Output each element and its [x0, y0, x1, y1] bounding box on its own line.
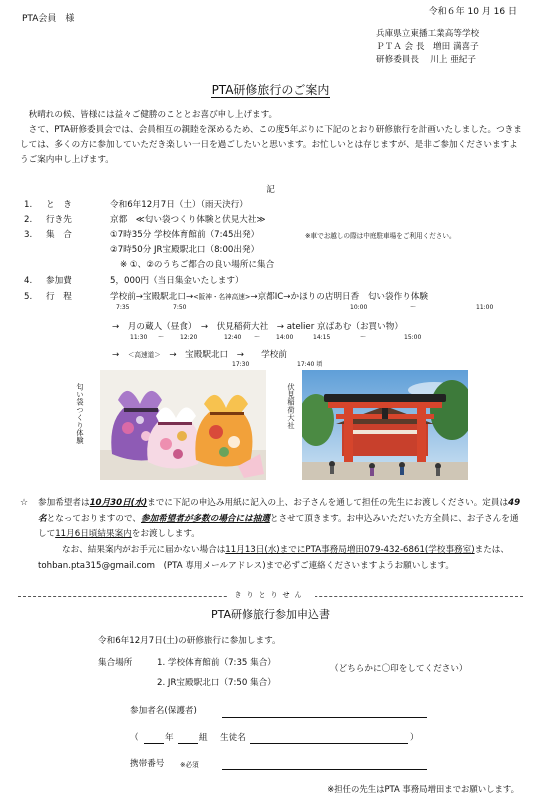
item-5-number: 5. [24, 292, 33, 302]
schedule-row-1-start: 学校前→宝殿駅北口→ [110, 292, 194, 302]
apply-paragraph-2 [38, 543, 525, 574]
grade-label: 年 [165, 733, 174, 743]
time-0750: 7:50 [173, 304, 187, 311]
time-1240: 12:40 [224, 334, 242, 341]
meet-option-2: ②7時50分 JR宝殿駅北口（8:00出発） [110, 245, 260, 255]
ki-heading: 記 [266, 185, 275, 195]
fushimi-inari-photo [302, 370, 468, 480]
item-2-key: 行き先 [46, 215, 72, 225]
form-footer-note: ※担任の先生はPTA 事務局増田までお願いします。 [327, 784, 519, 794]
time-tilde-2: ～ [158, 334, 165, 341]
place-option-1[interactable]: 1. 学校体育館前（7:35 集合） [157, 658, 276, 668]
cut-line [18, 591, 523, 601]
grade-field[interactable] [144, 743, 164, 744]
item-4-key: 参加費 [46, 276, 72, 286]
phone-label: 携帯番号 [130, 759, 165, 769]
time-1730: 17:30 [232, 361, 250, 368]
schedule-row-1-expressway: <阪神・名神高速> [193, 293, 251, 301]
apply-text-4: とさせて頂きます。お申込みいただいた方全員に、お子さんを通して [38, 513, 519, 539]
sachet-photo [100, 370, 266, 480]
student-name-label: 生徒名 [220, 733, 246, 743]
apply-text-2: までに下記の申込み用紙に記入の上、お子さんを通して担任の先生にお渡しください。定員は [147, 498, 509, 508]
student-name-field[interactable] [250, 743, 408, 744]
item-1-value: 令和6年12月7日（土）（雨天決行） [110, 200, 248, 210]
schedule-row-1-rest: →京都IC→かほりの店明日香 匂い袋作り体験 [250, 292, 428, 302]
item-3-key: 集 合 [46, 230, 72, 240]
time-0735: 7:35 [116, 304, 130, 311]
form-intro: 令和6年12月7日(土)の研修旅行に参加します。 [98, 636, 281, 646]
apply-result-date: 11月6日頃結果案内 [55, 529, 132, 539]
item-4-number: 4. [24, 276, 33, 286]
sender-committee: 研修委員長 川上 亜紀子 [376, 55, 476, 65]
time-1415: 14:15 [313, 334, 331, 341]
place-label: 集合場所 [98, 658, 133, 668]
form-title: PTA研修旅行参加申込書 [210, 608, 331, 621]
torii-gate-illustration [302, 370, 468, 480]
meet-note: ※ ①、②のうちご都合の良い場所に集合 [120, 260, 275, 270]
class-field[interactable] [178, 743, 198, 744]
time-tilde-4: ～ [360, 334, 367, 341]
class-label: 組 [199, 733, 208, 743]
phone-field[interactable] [222, 769, 427, 770]
time-1220: 12:20 [180, 334, 198, 341]
intro-paragraph-1: 秋晴れの候、皆様には益々ご健勝のこととお喜び申し上げます。 [20, 110, 278, 120]
time-1130: 11:30 [130, 334, 148, 341]
right-photo-caption: 伏見稲荷大社 [287, 383, 296, 430]
sender-org: 兵庫県立東播工業高等学校 [376, 29, 480, 39]
time-tilde-1: ～ [410, 304, 417, 311]
intro-paragraph-2: さて、PTA研修委員会では、会員相互の親睦を深めるため、この度5年ぶりに下記のとおり研修旅行を計画いたしました。つきましては、多くの方に参加していただき楽しい一日を過ごしたいと思います。お忙しいとは存じますが、是非ご参加くださいますようご案内申し上げます。 [20, 125, 522, 165]
phone-required-note: ※必須 [180, 761, 199, 769]
item-4-value: 5，000円（当日集金いたします） [110, 276, 244, 286]
apply-text-1: 参加希望者は [38, 498, 90, 508]
apply-star-mark: ☆ [20, 498, 29, 508]
place-option-2[interactable]: 2. JR宝殿駅北口（7:50 集合） [157, 678, 276, 688]
item-5-key: 行 程 [46, 292, 72, 302]
time-tilde-3: ～ [254, 334, 261, 341]
sender-block [376, 28, 479, 67]
place-instruction: （どちらかに〇印をしてください） [330, 664, 468, 674]
cut-line-label: きりとりせん [227, 591, 315, 600]
schedule-row-3 [112, 350, 287, 361]
left-photo-caption: 匂い袋つくり体験 [76, 383, 85, 445]
item-1-key: と き [46, 200, 72, 210]
schedule-row-1 [110, 292, 428, 303]
document-date: 令和６年 10 月 16 日 [428, 7, 517, 17]
apply-p2-text-c: または、tohban.pta315@gmail.com (PTA 専用メールアドレス)まで必ずご連絡くださいますようお願いします。 [38, 545, 509, 571]
schedule-row-3-arrow: → [112, 350, 120, 360]
time-1400: 14:00 [276, 334, 294, 341]
apply-deadline: 10月30日(水) [89, 498, 148, 508]
item-2-number: 2. [24, 215, 33, 225]
addressee: PTA会員 様 [22, 14, 75, 24]
class-close-paren: ） [410, 733, 419, 743]
time-1740: 17:40 頃 [297, 361, 323, 368]
apply-paragraph-1 [38, 496, 525, 543]
item-3-number: 3. [24, 230, 33, 240]
title-text: PTA研修旅行のご案内 [211, 83, 330, 97]
apply-contact: 11月13日(水)までにPTA事務局増田079-432-6861(学校事務室) [225, 545, 475, 555]
item-2-value: 京都 ≪匂い袋つくり体験と伏見大社≫ [110, 215, 266, 225]
apply-p2-text-a: なお、結果案内がお手元に届かない場合は [62, 545, 226, 555]
apply-lottery: 参加希望者が多数の場合には抽選 [140, 513, 270, 524]
meet-option-1-note: ※車でお越しの際は中庭駐車場をご利用ください。 [305, 232, 456, 240]
sender-chair: ＰＴＡ 会 長 増田 満喜子 [376, 42, 479, 52]
page-title [0, 83, 541, 98]
schedule-row-3-expressway: ＜高速道＞ [127, 351, 161, 359]
schedule-row-3-rest: → 宝殿駅北口 → 学校前 [169, 350, 287, 360]
sachet-photo-illustration [100, 370, 266, 480]
meet-option-1: ①7時35分 学校体育館前（7:45出発） [110, 230, 260, 240]
time-1000: 10:00 [350, 304, 368, 311]
time-1500: 15:00 [404, 334, 422, 341]
apply-capacity: 49名 [38, 498, 521, 524]
apply-text-3: となっておりますので、 [46, 513, 141, 524]
apply-text-5: をお渡しします。 [131, 529, 200, 539]
time-1100: 11:00 [476, 304, 494, 311]
parent-name-field[interactable] [222, 717, 427, 718]
schedule-row-2: → 月の蔵人（昼食） → 伏見稲荷大社 → atelier 京ばあむ（お買い物） [112, 322, 403, 332]
parent-name-label: 参加者名(保護者) [130, 706, 197, 716]
item-1-number: 1. [24, 200, 33, 210]
class-open-paren: （ [130, 733, 139, 743]
